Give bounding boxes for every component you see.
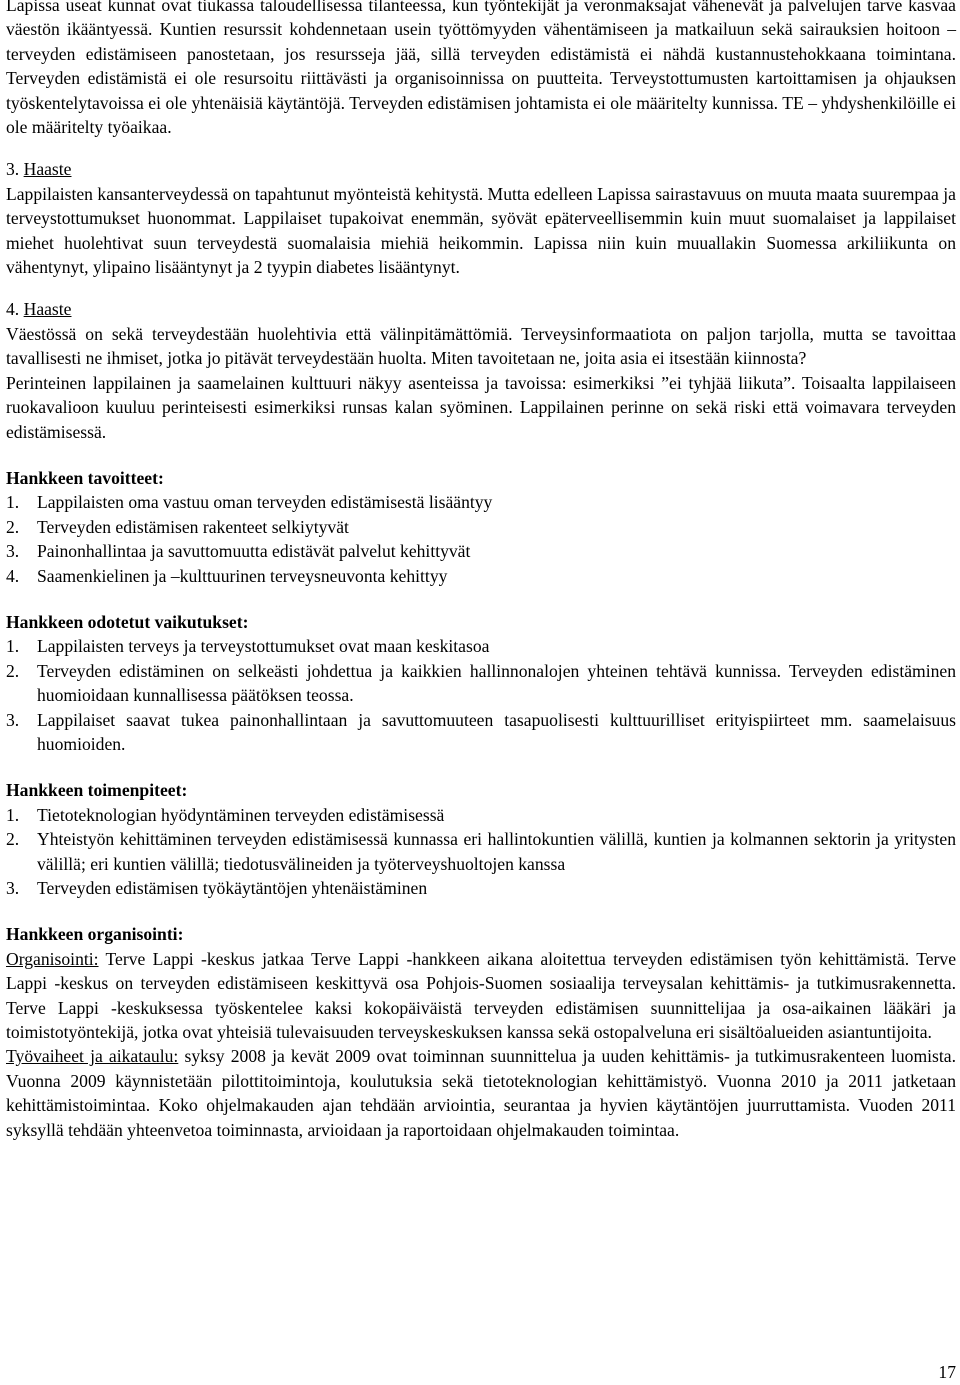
challenge-4-heading: [6, 297, 956, 321]
schedule-paragraph: [6, 1044, 956, 1142]
effect-item: 2. Terveyden edistäminen on selkeästi johdettua ja kaikkien hallinnonalojen yhteinen tehtävä kunnissa. Terveyden edistäminen huomioidaan kunnallisessa päätöksen teossa.: [6, 660, 956, 706]
organization-text: Terve Lappi -keskus jatkaa Terve Lappi -hankkeen aikana aloitettua terveyden edistämisen työn kehittämistä. Terve Lappi -keskus on terveyden edistämiseen keskittyvä osa Pohjois-Suomen sosiaalija terveysalan kehittämis- ja tutkimusrakennetta. Terve Lappi -keskuksessa työskentelee kaksi kokopäiväistä terveyden edistämisen suunnittelijaa ja osa-aikainen lääkäri ja toimistotyöntekijä, jotka ovat yhteisiä tulevaisuuden terveyskeskuksen kanssa sekä ostopalveluna eri sisältöalueiden asiantuntijoita.: [6, 948, 956, 1043]
schedule-label: Työvaiheet ja aikataulu:: [6, 1046, 179, 1067]
challenge-4-text-2: Perinteinen lappilainen ja saamelainen kulttuuri näkyy asenteissa ja tavoissa: esimerkiksi ”ei tyhjää liikuta”. Toisaalta lappilaiseen ruokavalioon kuuluu perinteisesti esimerkiksi runsas kalan syöminen. Lappilainen perinne on sekä riski että voimavara terveyden edistämisessä.: [6, 372, 956, 442]
challenge-3-number: 3.: [6, 159, 20, 180]
effects-heading: Hankkeen odotetut vaikutukset:: [6, 611, 249, 632]
goal-item: 2. Terveyden edistämisen rakenteet selkiytyvät: [6, 516, 349, 537]
document-page: [6, 0, 956, 1142]
action-item: 1. Tietoteknologian hyödyntäminen terveyden edistämisessä: [6, 804, 445, 825]
challenge-3-heading: [6, 157, 956, 181]
goal-item: 4. Saamenkielinen ja –kulttuurinen terveysneuvonta kehittyy: [6, 565, 448, 586]
actions-heading: Hankkeen toimenpiteet:: [6, 780, 188, 801]
schedule-text: syksy 2008 ja kevät 2009 ovat toiminnan suunnittelua ja uuden kehittämis- ja tutkimusrakenteen luomista. Vuonna 2009 käynnistetään pilottitoimintoja, koulutuksia sekä tietoteknologian kehittämistyö. Vuonna 2010 ja 2011 jatketaan kehittämistoimintaa. Koko ohjelmakauden ajan tehdään arviointia, seurantaa ja hyvien käytäntöjen juurruttamista. Vuoden 2011 syksyllä tehdään yhteenvetoa toiminnasta, arvioidaan ja raportoidaan ohjelmakauden toimintaa.: [6, 1046, 956, 1140]
goal-item: 1. Lappilaisten oma vastuu oman terveyden edistämisestä lisääntyy: [6, 492, 493, 513]
action-item: 2. Yhteistyön kehittäminen terveyden edistämisessä kunnassa eri hallintokuntien välillä, kuntien ja kolmannen sektorin ja yritysten välillä; eri kuntien välillä; tiedotusvälineiden ja työterveyshuoltojen kanssa: [6, 829, 956, 874]
goals-heading: Hankkeen tavoitteet:: [6, 467, 164, 488]
actions-list: [6, 803, 956, 901]
challenge-4-text-1: Väestössä on sekä terveydestään huolehtivia että välinpitämättömiä. Terveysinformaatiota on paljon tarjolla, mutta se tavoittaa tavallisesti ne ihmiset, jotka jo pitävät terveydestään huolta. Miten tavoitetaan ne, joita asia ei itsestään kiinnosta?: [6, 323, 956, 369]
intro-paragraph: Lapissa useat kunnat ovat tiukassa taloudellisessa tilanteessa, kun työntekijät ja veronmaksajat vähenevät ja palvelujen tarve kasvaa väestön ikääntyessä. Kuntien resurssit kohdennetaan usein työttömyyden vähentämiseen ja matkailuun sekä sairauksien hoitoon – terveyden edistämiseen panostetaan, jos resursseja jää, sillä terveyden edistämistä ei nähdä kustannustehokkaana toimintana. Terveyden edistämistä ei ole resursoitu riittävästi ja organisoinnissa on puutteita. Terveystottumusten kartoittamisen ja ohjauksen työskentelytavoissa ei ole yhtenäisiä käytäntöjä. Terveyden edistämisen johtamista ei ole määritelty kunnissa. TE – yhdyshenkilöille ei ole määritelty työaikaa.: [6, 0, 956, 138]
goal-item: 3. Painonhallintaa ja savuttomuutta edistävät palvelut kehittyvät: [6, 541, 471, 562]
organization-label: Organisointi:: [6, 948, 99, 969]
action-item: 3. Terveyden edistämisen työkäytäntöjen yhtenäistäminen: [6, 878, 428, 898]
page-number: 17: [938, 1362, 956, 1382]
effect-item: 3. Lappilaiset saavat tukea painonhallintaan ja savuttomuuteen tasapuolisesti kulttuurilliset erityispiirteet mm. saamelaisuus huomioiden.: [6, 709, 956, 754]
goals-list: [6, 490, 956, 588]
challenge-3-title: Haaste: [23, 159, 72, 180]
organization-heading: Hankkeen organisointi:: [6, 924, 184, 945]
organization-paragraph: [6, 947, 956, 1045]
effect-item: 1. Lappilaisten terveys ja terveystottumukset ovat maan keskitasoa: [6, 636, 490, 657]
challenge-4-title: Haaste: [23, 299, 72, 320]
effects-list: [6, 634, 956, 756]
challenge-4-number: 4.: [6, 299, 20, 320]
challenge-3-text: Lappilaisten kansanterveydessä on tapahtunut myönteistä kehitystä. Mutta edelleen Lapissa sairastavuus on muuta maata suurempaa ja terveystottumukset huonommat. Lappilaiset tupakoivat enemmän, syövät epäterveellisemmin kuin muut suomalaiset ja lappilaiset miehet huolehtivat suun terveydestä suomalaisia miehiä heikommin. Lapissa niin kuin muuallakin Suomessa arkiliikunta on vähentynyt, ylipaino lisääntynyt ja 2 tyypin diabetes lisääntynyt.: [6, 183, 956, 278]
